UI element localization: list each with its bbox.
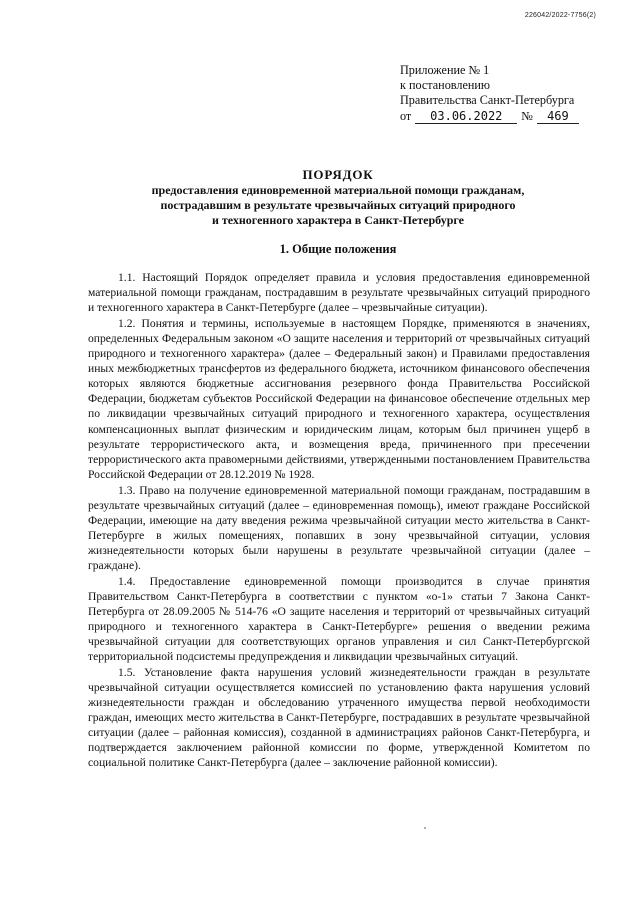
section-heading: 1. Общие положения [279,242,397,256]
resolution-date: 03.06.2022 [415,110,517,124]
number-label: № [521,108,533,123]
title-line-1: предоставления единовременной материальной помощи гражданам, [151,183,525,197]
document-body [88,270,590,771]
paragraph-1-3: 1.3. Право на получение единовременной материальной помощи гражданам, пострадавшим в результате чрезвычайных ситуаций (далее – единовременная помощь), имеют граждане Российской Федерации, имеющие на дату введения режима чрезвычайной ситуации место жительства в Санкт-Петербурге в жилых помещениях, попавших в зону чрезвычайной ситуации, условия жизнедеятельности которых были нарушены в результате чрезвычайной ситуации (далее – граждане). [88,483,590,572]
paragraph-1-2: 1.2. Понятия и термины, используемые в настоящем Порядке, применяются в значениях, определенных Федеральным законом «О защите населения и территорий от чрезвычайных ситуаций природного и техногенного характера» (далее – Федеральный закон) и Правилами предоставления иных межбюджетных трансфертов из федерального бюджета, источником финансового обеспечения которых являются бюджетные ассигнования резервного фонда Правительства Российской Федерации, бюджетам субъектов Российской Федерации на финансовое обеспечение отдельных мер по ликвидации чрезвычайных ситуаций природного и техногенного характера, осуществления компенсационных выплат физическим и юридическим лицам, которым был причинен ущерб в результате террористического акта, и возмещения вреда, причиненного при пресечении террористического акта правомерными действиями, утвержденными постановлением Правительства Российской Федерации от 28.12.2019 № 1928. [88,316,590,481]
appendix-line-2: к постановлению [400,78,491,93]
resolution-number: 469 [537,110,579,124]
paragraph-1-1: 1.1. Настоящий Порядок определяет правила и условия предоставления единовременной материальной помощи гражданам, пострадавшим в результате чрезвычайных ситуаций природного и техногенного характера в Санкт-Петербурге (далее – чрезвычайные ситуации). [88,271,590,315]
appendix-date-row [400,109,600,124]
title-line-2: пострадавшим в результате чрезвычайных ситуаций природного [160,198,516,212]
from-label: от [400,108,412,123]
document-registration-number: 226042/2022-7756(2) [524,12,596,19]
paragraph-1-5: 1.5. Установление факта нарушения условий жизнедеятельности граждан в результате чрезвычайной ситуации осуществляется комиссией по установлению факта нарушения условий жизнедеятельности граждан и обследованию утраченного имущества первой необходимости граждан, имеющих место жительства в Санкт-Петербурге, пострадавших в результате чрезвычайной ситуации (далее – районная комиссия), созданной в администрациях районов Санкт-Петербурга, и подтверждается заключением районной комиссии по форме, утвержденной Комитетом по социальной политике Санкт-Петербурга (далее – заключение районной комиссии). [88,665,590,770]
appendix-line-1: Приложение № 1 [400,63,490,77]
title-line-3: и техногенного характера в Санкт-Петербурге [212,213,464,227]
appendix-line-3: Правительства Санкт-Петербурга [400,93,575,108]
appendix-header [400,63,600,124]
scan-speck [424,827,426,829]
paragraph-1-4: 1.4. Предоставление единовременной помощи производится в случае принятия Правительством Санкт-Петербурга в соответствии с пунктом «о-1» статьи 7 Закона Санкт-Петербурга от 28.09.2005 № 514-76 «О защите населения и территорий от чрезвычайных ситуаций природного и техногенного характера в Санкт-Петербурге» решения о введении режима чрезвычайной ситуации для соответствующих органов управления и сил Санкт-Петербургской территориальной подсистемы предупреждения и ликвидации чрезвычайных ситуаций. [88,574,590,664]
document-title [88,166,588,228]
title-main: ПОРЯДОК [302,167,374,182]
